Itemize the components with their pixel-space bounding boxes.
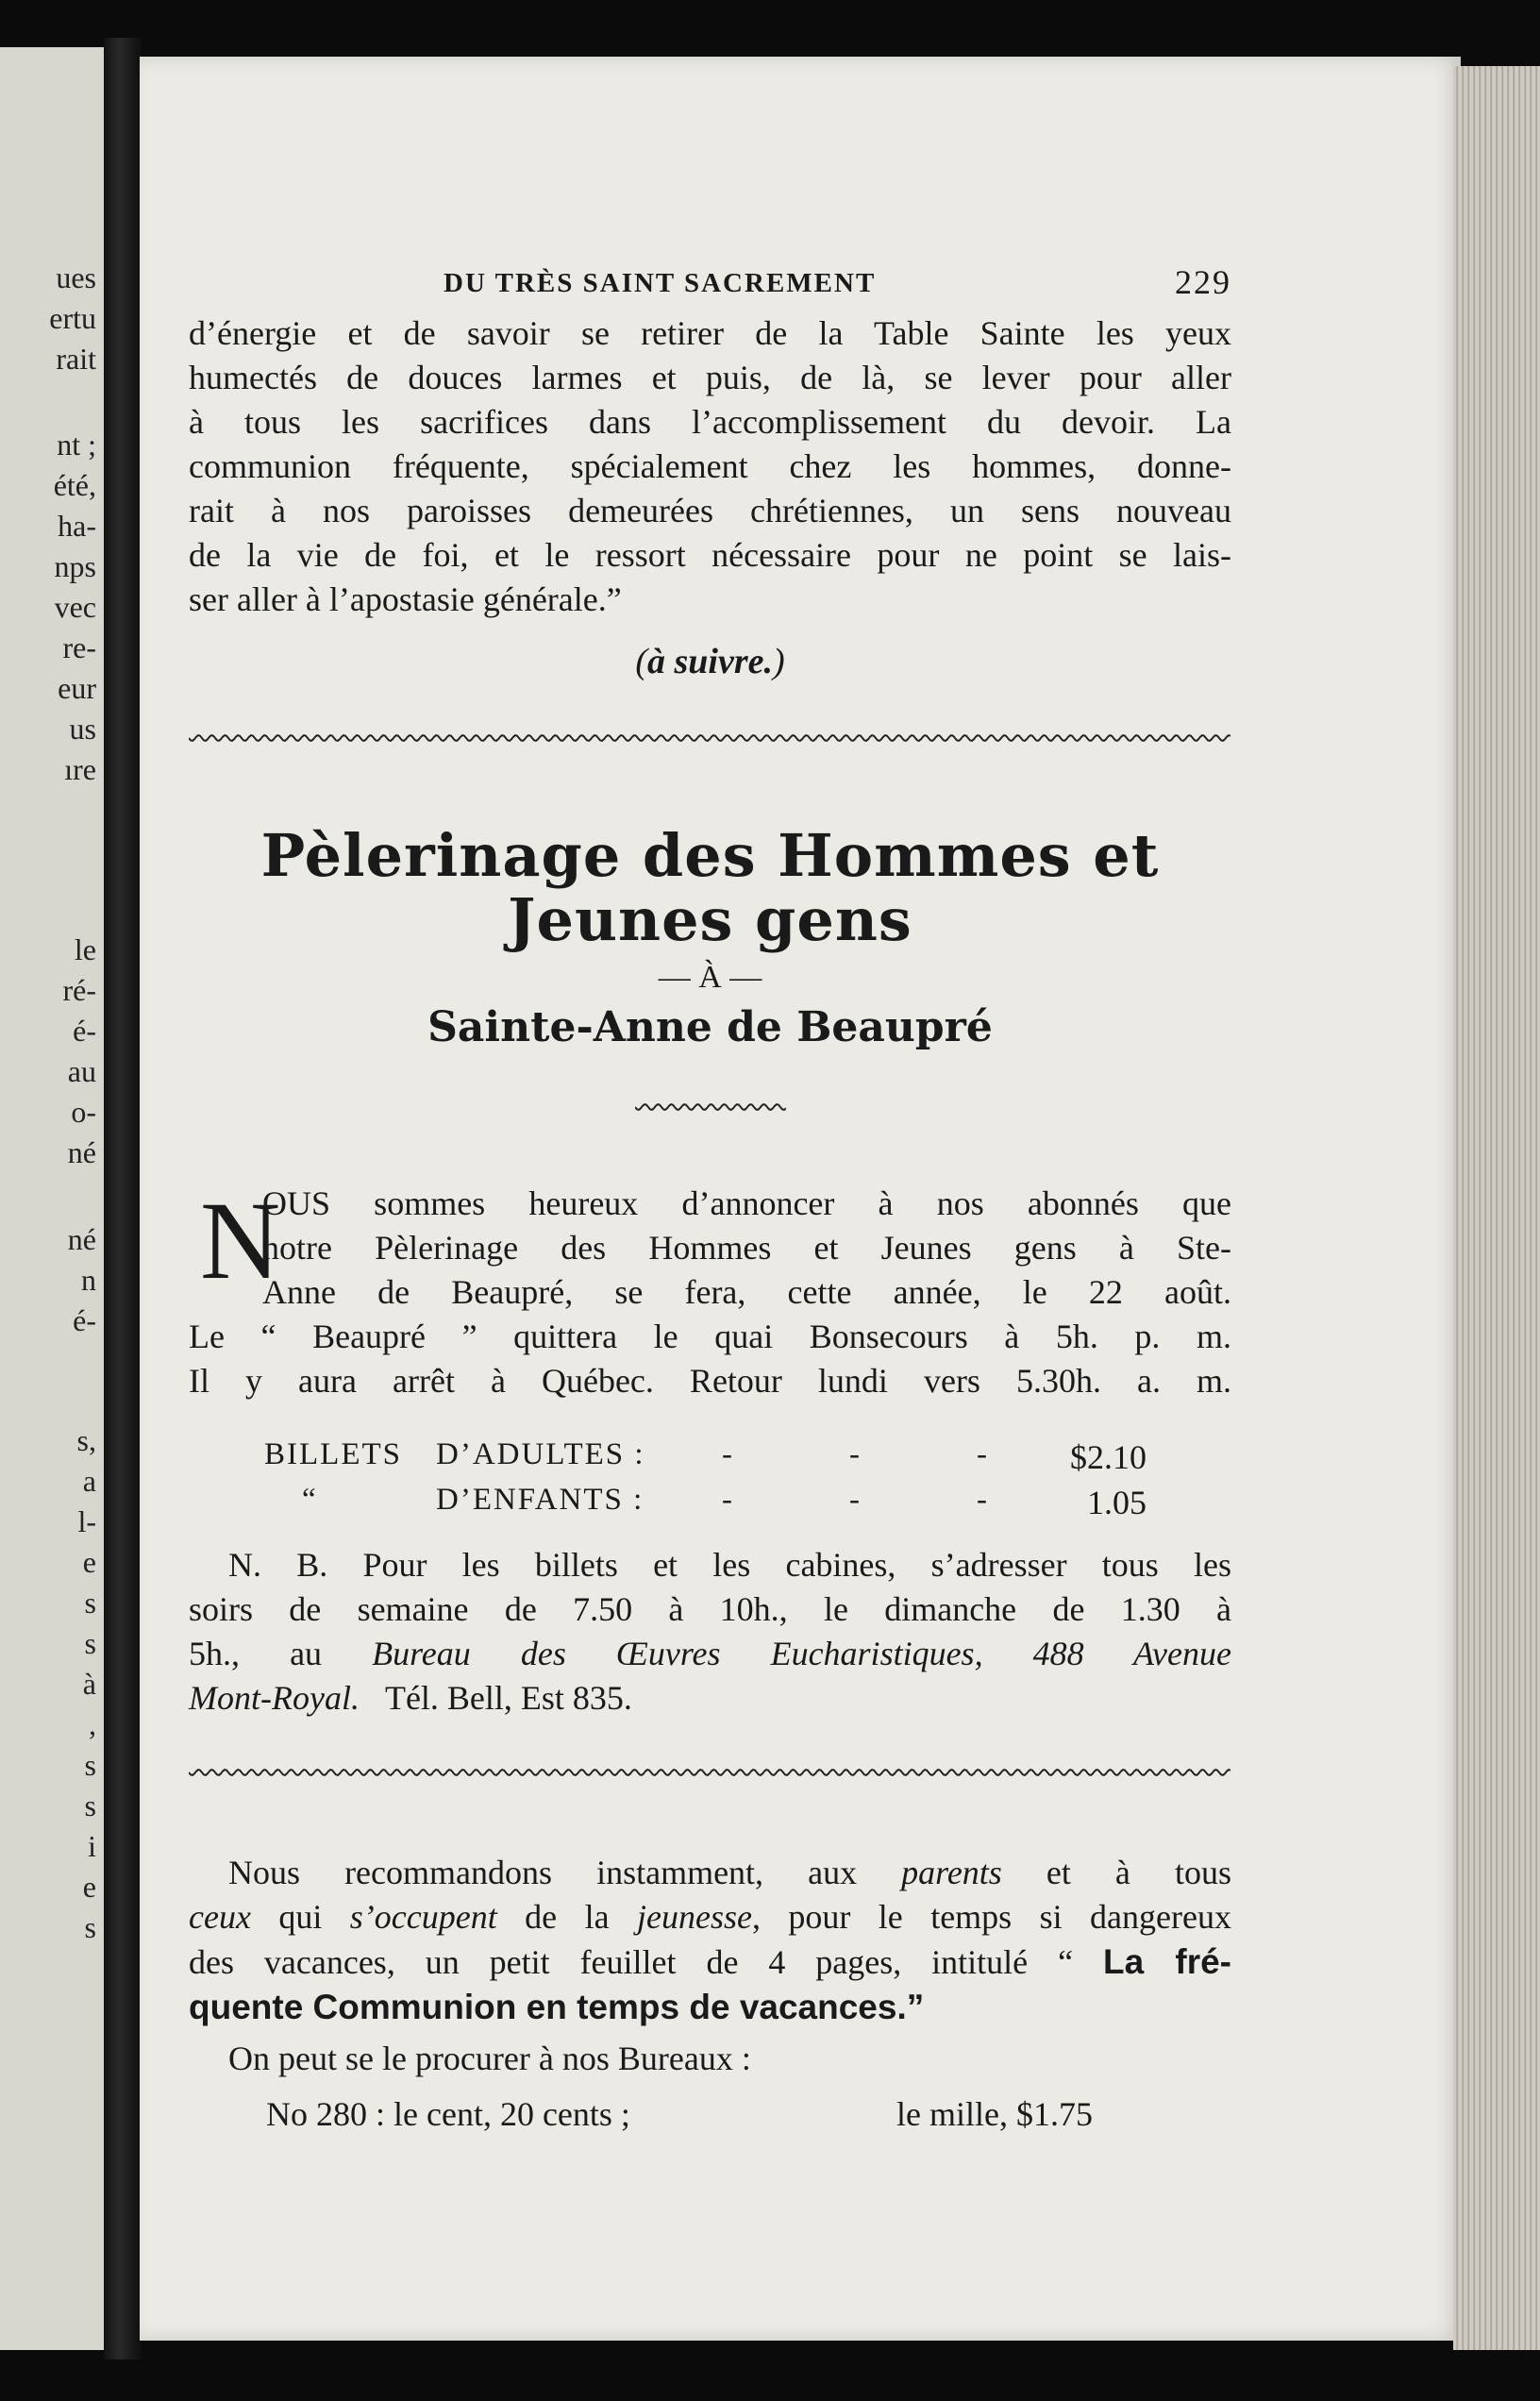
article-title: Pèlerinage des Hommes et Jeunes gens (260, 821, 1160, 955)
left-page-text-fragment: né (67, 1135, 96, 1169)
left-page-text-fragment: s (84, 1788, 96, 1822)
office-address: Bureau des Œuvres Eucharistiques, 488 Avenue (372, 1635, 1231, 1673)
ticket-prices (189, 1437, 1231, 1532)
text-line: rait à nos paroisses demeurées chrétiennes, un sens nouveau (189, 492, 1231, 529)
announcement-paragraph (189, 1179, 1231, 1403)
left-page-text-fragment: l- (77, 1504, 96, 1538)
text-line: communion fréquente, spécialement chez les hommes, donne- (189, 447, 1231, 485)
left-facing-page (0, 47, 106, 2350)
left-page-text-fragment: , (89, 1707, 96, 1741)
left-page-text-fragment: au (67, 1054, 96, 1088)
leader-dash: - (977, 1437, 987, 1472)
running-header (189, 255, 1231, 311)
text-line: Il y aura arrêt à Québec. Retour lundi vers 5.30h. a. m. (189, 1362, 1231, 1401)
left-page-text-fragment: été, (53, 468, 96, 502)
price-row-adults (189, 1437, 1231, 1481)
book-gutter (104, 38, 142, 2359)
page-edges (1453, 66, 1540, 2350)
left-page-text-fragment: n (81, 1263, 96, 1297)
price-label: BILLETS (264, 1437, 402, 1472)
left-page-text-fragment: ues (56, 260, 96, 294)
intro-paragraph (189, 311, 1231, 622)
text-line: Le “ Beaupré ” quittera le quai Bonsecours à 5h. p. m. (189, 1318, 1231, 1356)
text-line: à tous les sacrifices dans l’accomplissement du devoir. La (189, 403, 1231, 441)
to-be-continued-text: à suivre. (647, 642, 773, 681)
left-page-text-fragment: s (84, 1626, 96, 1660)
price-row-children (189, 1483, 1231, 1526)
text-line: des vacances, un petit feuillet de 4 pages, intitulé “ La fré- (189, 1942, 1232, 1982)
leader-dash: - (977, 1483, 987, 1518)
leader-dash: - (722, 1437, 732, 1472)
leader-dash: - (849, 1437, 860, 1472)
left-page-text-fragment: nt ; (57, 428, 96, 462)
page-number: 229 (1175, 263, 1231, 301)
phone-number: Tél. Bell, Est 835. (384, 1679, 632, 1718)
price-amount: $2.10 (1070, 1438, 1147, 1477)
left-page-text-fragment: é- (73, 1303, 96, 1337)
order-line (189, 2092, 1231, 2140)
left-page-text-fragment: i (88, 1829, 96, 1863)
text-line (189, 1632, 1231, 1676)
left-page-text-fragment: s (84, 1586, 96, 1620)
order-price-hundred: No 280 : le cent, 20 cents ; (266, 2095, 630, 2134)
article-title-a: — À — (658, 960, 762, 996)
text-line: ser aller à l’apostasie générale.” (189, 580, 622, 618)
text-line: humectés de douces larmes et puis, de là, se lever pour aller (189, 359, 1231, 396)
left-page-text-fragment: o- (71, 1095, 96, 1129)
text-line: ceux qui s’occupent de la jeunesse, pour le temps si dangereux (189, 1898, 1231, 1937)
article-place: Sainte-Anne de Beaupré (427, 1003, 993, 1052)
text-line: OUS sommes heureux d’annoncer à nos abonnés que (262, 1184, 1231, 1223)
left-page-text-fragment: rait (56, 342, 96, 376)
left-page-text-fragment: eur (58, 671, 96, 705)
price-category: D’ADULTES : (436, 1437, 645, 1472)
text-line: Nous recommandons instamment, aux parents et à tous (228, 1854, 1231, 1892)
nb-text: 5h., au (189, 1635, 373, 1673)
left-page-text-fragment: à (82, 1667, 96, 1701)
left-page-text-fragment: vec (54, 590, 96, 624)
left-page-text-fragment: re- (62, 630, 96, 664)
left-page-text-fragment: s (84, 1910, 96, 1944)
ditto-mark: “ (302, 1483, 318, 1518)
text-line: soirs de semaine de 7.50 à 10h., le dimanche de 1.30 à (189, 1590, 1231, 1629)
left-page-text-fragment: né (67, 1222, 96, 1256)
left-page-text-fragment: s, (76, 1423, 96, 1457)
left-page-text-fragment: é- (73, 1014, 96, 1048)
text-line: notre Pèlerinage des Hommes et Jeunes gens à Ste- (262, 1229, 1231, 1268)
running-title: DU TRÈS SAINT SACREMENT (444, 268, 877, 298)
left-page-text-fragment: e (82, 1870, 96, 1904)
page-content (189, 255, 1231, 2140)
office-address-cont: Mont-Royal. (189, 1679, 360, 1718)
left-page-text-fragment: ıre (64, 752, 96, 786)
leader-dash: - (849, 1483, 860, 1518)
order-price-thousand: le mille, $1.75 (896, 2095, 1093, 2134)
leaflet-title: La fré- (1103, 1942, 1232, 1982)
left-page-text-fragment: ha- (58, 509, 96, 543)
paren-close: ) (773, 642, 785, 681)
left-page-text-fragment: e (82, 1545, 96, 1579)
recommendation-paragraph (189, 1851, 1231, 2029)
wavy-divider (189, 728, 1231, 748)
drop-cap: N (200, 1179, 281, 1303)
text-line: de la vie de foi, et le ressort nécessaire pour ne point se lais- (189, 536, 1231, 574)
leader-dash: - (722, 1483, 732, 1518)
left-page-text-fragment: nps (54, 549, 96, 583)
left-page-text-fragment: ertu (49, 301, 96, 335)
text-line: d’énergie et de savoir se retirer de la Table Sainte les yeux (189, 314, 1231, 352)
left-page-text-fragment: a (82, 1464, 96, 1498)
short-wavy-ornament (635, 1099, 786, 1116)
price-amount: 1.05 (1087, 1484, 1147, 1522)
left-page-text-fragment: ré- (62, 973, 96, 1007)
to-be-continued (189, 641, 1231, 682)
text-line (189, 1676, 1231, 1721)
nb-paragraph (189, 1543, 1231, 1721)
text-line: Anne de Beaupré, se fera, cette année, le 22 août. (262, 1273, 1231, 1312)
wavy-divider (189, 1762, 1231, 1783)
leaflet-title-cont: quente Communion en temps de vacances.” (189, 1988, 925, 2027)
left-page-text-fragment: us (69, 712, 96, 746)
price-category: D’ENFANTS : (436, 1483, 644, 1518)
paren-open: ( (635, 642, 647, 681)
left-page-text-fragment: s (84, 1748, 96, 1782)
procure-line: On peut se le procurer à nos Bureaux : (228, 2040, 751, 2078)
left-page-text-fragment: le (74, 932, 96, 966)
text-line: N. B. Pour les billets et les cabines, s’adresser tous les (228, 1546, 1231, 1585)
